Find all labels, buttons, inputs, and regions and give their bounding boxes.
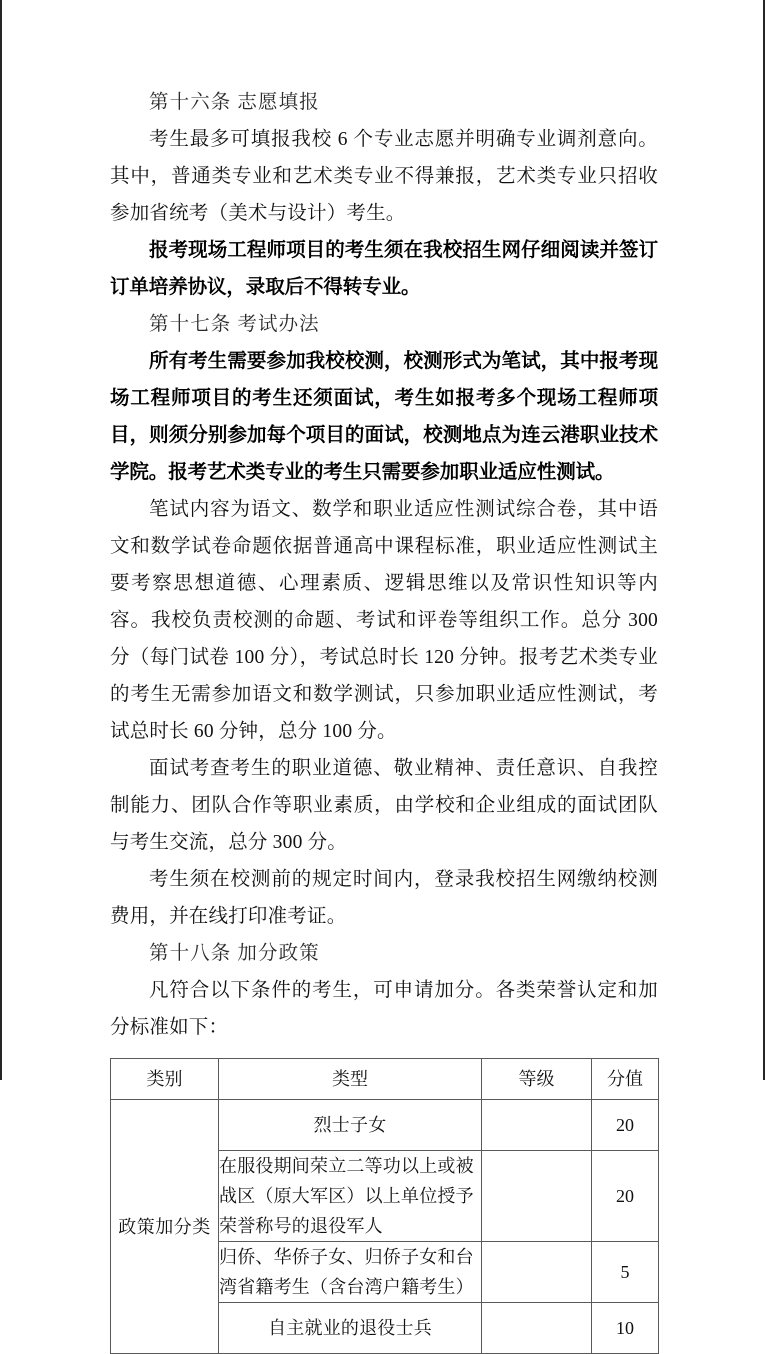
article-16-paragraph-1: 考生最多可填报我校 6 个专业志愿并明确专业调剂意向。其中，普通类专业和艺术类专业不得兼报，艺术类专业只招收参加省统考（美术与设计）考生。 bbox=[110, 129, 658, 224]
article-17-paragraph-2: 笔试内容为语文、数学和职业适应性测试综合卷，其中语文和数学试卷命题依据普通高中课程标准，职业适应性测试主要考察思想道德、心理素质、逻辑思维以及常识性知识等内容。我校负责校测的命题、考试和评卷等组织工作。总分 300 分（每门试卷 100 分），考试总时长 120 分钟。报考艺术类专业的考生无需参加语文和数学测试，只参加职业适应性测试，考试总时长 60 分钟，总分 100 分。 bbox=[110, 499, 658, 742]
article-18-heading: 第十八条 加分政策 bbox=[149, 943, 320, 964]
table-cell-grade bbox=[482, 1242, 592, 1303]
table-header-score: 分值 bbox=[592, 1059, 659, 1100]
article-17-heading: 第十七条 考试办法 bbox=[149, 314, 320, 335]
article-17-paragraph-4: 考生须在校测前的规定时间内，登录我校招生网缴纳校测费用，并在线打印准考证。 bbox=[110, 869, 658, 927]
table-cell-score: 10 bbox=[592, 1303, 659, 1354]
bonus-points-table bbox=[110, 1058, 659, 1354]
table-cell-category: 政策加分类 bbox=[111, 1100, 219, 1354]
article-16-paragraph-2-emphasis: 报考现场工程师项目的考生须在我校招生网仔细阅读并签订订单培养协议，录取后不得转专业。 bbox=[110, 240, 658, 298]
table-cell-type: 烈士子女 bbox=[219, 1100, 482, 1151]
table-cell-grade bbox=[482, 1100, 592, 1151]
table-cell-score: 20 bbox=[592, 1151, 659, 1242]
article-17-paragraph-1-emphasis: 所有考生需要参加我校校测，校测形式为笔试，其中报考现场工程师项目的考生还须面试，考生如报考多个现场工程师项目，则须分别参加每个项目的面试，校测地点为连云港职业技术学院。报考艺术类专业的考生只需要参加职业适应性测试。 bbox=[110, 351, 658, 483]
table-cell-type: 归侨、华侨子女、归侨子女和台湾省籍考生（含台湾户籍考生） bbox=[219, 1242, 482, 1303]
table-cell-grade bbox=[482, 1151, 592, 1242]
table-cell-grade bbox=[482, 1303, 592, 1354]
article-18-paragraph-1: 凡符合以下条件的考生，可申请加分。各类荣誉认定和加分标准如下： bbox=[110, 980, 658, 1038]
table-header-row bbox=[111, 1059, 659, 1100]
table-cell-type: 在服役期间荣立二等功以上或被战区（原大军区）以上单位授予荣誉称号的退役军人 bbox=[219, 1151, 482, 1242]
table-header-category: 类别 bbox=[111, 1059, 219, 1100]
table-cell-type: 自主就业的退役士兵 bbox=[219, 1303, 482, 1354]
table-header-type: 类型 bbox=[219, 1059, 482, 1100]
table-cell-score: 5 bbox=[592, 1242, 659, 1303]
table-cell-score: 20 bbox=[592, 1100, 659, 1151]
article-16-heading: 第十六条 志愿填报 bbox=[149, 92, 320, 113]
table-header-grade: 等级 bbox=[482, 1059, 592, 1100]
table-row bbox=[111, 1100, 659, 1151]
article-17-paragraph-3: 面试考查考生的职业道德、敬业精神、责任意识、自我控制能力、团队合作等职业素质，由学校和企业组成的面试团队与考生交流，总分 300 分。 bbox=[110, 758, 658, 853]
document-content bbox=[110, 84, 658, 1354]
